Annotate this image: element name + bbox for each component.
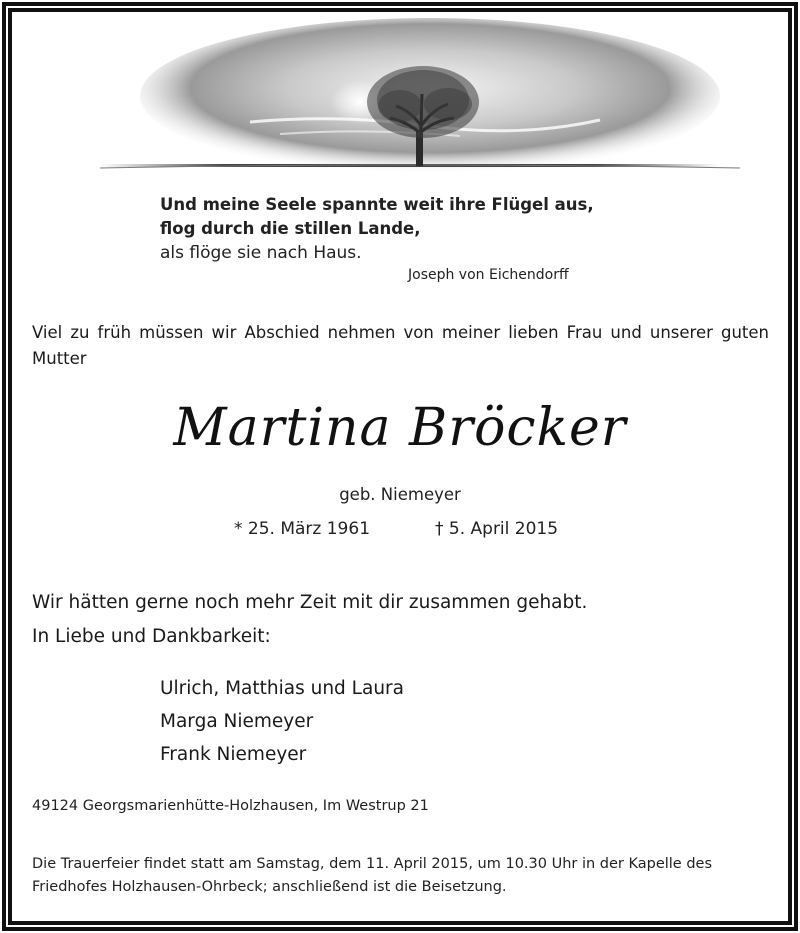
quote-line: als flöge sie nach Haus. — [160, 243, 362, 263]
funeral-notice: Die Trauerfeier findet statt am Samstag, dem 11. April 2015, um 10.30 Uhr in der Kapelle des Friedhofes Holzhausen-Ohrbeck; anschließend ist die Beisetzung. — [32, 856, 713, 895]
mourner-name: Marga Niemeyer — [160, 711, 314, 732]
deceased-name: Martina Bröcker — [173, 398, 627, 458]
quote-author: Joseph von Eichendorff — [408, 267, 569, 283]
farewell-message: Wir hätten gerne noch mehr Zeit mit dir zusammen gehabt. — [32, 592, 588, 613]
mourner-name: Frank Niemeyer — [160, 744, 307, 765]
quote-line: Und meine Seele spannte weit ihre Flügel aus, — [160, 195, 594, 214]
tree-illustration — [40, 14, 760, 186]
mourner-name: Ulrich, Matthias und Laura — [160, 678, 404, 699]
quote-line: flog durch die stillen Lande, — [160, 219, 421, 238]
poem-quote — [160, 193, 594, 265]
intro-text: Viel zu früh müssen wir Abschied nehmen von meiner lieben Frau und unserer guten Mutter — [32, 323, 769, 368]
closing-line: In Liebe und Dankbarkeit: — [32, 626, 271, 647]
family-address: 49124 Georgsmarienhütte-Holzhausen, Im Westrup 21 — [32, 798, 429, 814]
death-date: † 5. April 2015 — [435, 519, 559, 539]
mourners-list — [160, 672, 404, 771]
birth-date: * 25. März 1961 — [234, 519, 371, 539]
maiden-name: geb. Niemeyer — [339, 485, 461, 504]
